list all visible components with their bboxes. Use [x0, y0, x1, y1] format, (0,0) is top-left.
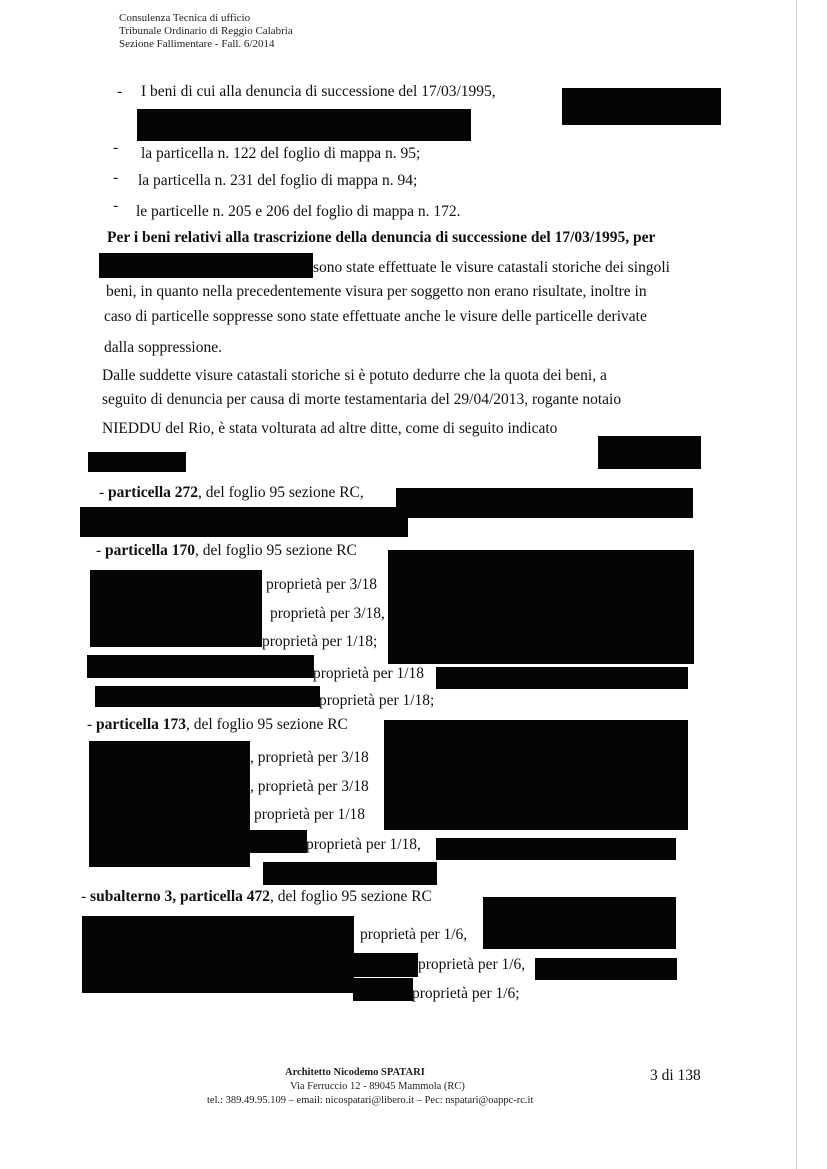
paragraph-1-line-4: caso di particelle soppresse sono state effettuate anche le visure delle particelle derivate [104, 308, 647, 325]
list-item-particelle-205-206: le particelle n. 205 e 206 del foglio di mappa n. 172. [136, 203, 461, 220]
redaction-block [436, 667, 688, 689]
particella-173-owner-2: , proprietà per 3/18 [250, 778, 369, 795]
redaction-block [82, 916, 354, 993]
subalterno-3-owner-1: proprietà per 1/6, [360, 926, 468, 943]
particella-173-owner-4: proprietà per 1/18, [306, 836, 421, 853]
redaction-block [535, 958, 677, 980]
paragraph-1-line-2: sono state effettuate le visure catastali storiche dei singoli [313, 259, 670, 276]
redaction-block [598, 436, 701, 469]
particella-170-heading: - particella 170, del foglio 95 sezione RC [96, 542, 357, 559]
redaction-block [562, 88, 721, 125]
redaction-block [99, 253, 313, 278]
subalterno-3-heading: - subalterno 3, particella 472, del foglio 95 sezione RC [81, 888, 432, 905]
redaction-block [250, 830, 307, 853]
redaction-block [87, 655, 314, 678]
list-dash: - [113, 139, 119, 156]
header-line-1: Consulenza Tecnica di ufficio [119, 12, 251, 24]
list-item-particella-231: la particella n. 231 del foglio di mappa n. 94; [138, 172, 418, 189]
particella-170-owner-3: proprietà per 1/18; [262, 633, 378, 650]
redaction-block [88, 452, 186, 472]
paragraph-2-line-2: seguito di denuncia per causa di morte testamentaria del 29/04/2013, rogante notaio [102, 391, 622, 408]
paragraph-2-line-3: NIEDDU del Rio, è stata volturata ad altre ditte, come di seguito indicato [102, 420, 558, 437]
redaction-block [353, 978, 413, 1001]
subalterno-3-owner-2: proprietà per 1/6, [418, 956, 526, 973]
redaction-block [384, 720, 688, 830]
footer-contacts: tel.: 389.49.95.109 – email: nicospatari@libero.it – Pec: nspatari@oappc-rc.it [207, 1095, 534, 1106]
list-item-particella-122: la particella n. 122 del foglio di mappa n. 95; [141, 145, 421, 162]
particella-170-owner-1: proprietà per 3/18 [266, 576, 378, 593]
header-line-3: Sezione Fallimentare - Fall. 6/2014 [119, 38, 275, 50]
redaction-block [352, 953, 418, 977]
redaction-block [263, 862, 437, 885]
redaction-block [90, 570, 262, 647]
paragraph-1-line-3: beni, in quanto nella precedentemente visura per soggetto non erano risultate, inoltre in [106, 283, 647, 300]
redaction-block [89, 741, 250, 867]
list-item-successione: I beni di cui alla denuncia di successione del 17/03/1995, [141, 83, 496, 100]
list-dash: - [113, 169, 119, 186]
redaction-block [396, 488, 693, 518]
redaction-block [80, 507, 408, 537]
particella-170-owner-2: proprietà per 3/18, [270, 605, 385, 622]
particella-173-owner-1: , proprietà per 3/18 [250, 749, 369, 766]
scan-edge-line [796, 0, 797, 1169]
footer-address: Via Ferruccio 12 - 89045 Mammola (RC) [290, 1081, 465, 1092]
particella-272-heading: - particella 272, del foglio 95 sezione RC, [99, 484, 364, 501]
page-number: 3 di 138 [650, 1067, 701, 1084]
particella-170-owner-4: proprietà per 1/18 [313, 665, 425, 682]
paragraph-2-line-1: Dalle suddette visure catastali storiche si è potuto dedurre che la quota dei beni, a [102, 367, 607, 384]
subalterno-3-owner-3: proprietà per 1/6; [412, 985, 520, 1002]
list-dash: - [117, 83, 123, 100]
list-dash: - [113, 197, 119, 214]
particella-173-heading: - particella 173, del foglio 95 sezione RC [87, 716, 348, 733]
header-line-2: Tribunale Ordinario di Reggio Calabria [119, 25, 293, 37]
paragraph-1-line-5: dalla soppressione. [104, 339, 222, 356]
redaction-block [436, 838, 676, 860]
particella-170-owner-5: proprietà per 1/18; [319, 692, 435, 709]
particella-173-owner-3: proprietà per 1/18 [254, 806, 366, 823]
redaction-block [95, 686, 320, 707]
redaction-block [388, 550, 694, 664]
redaction-block [137, 109, 471, 141]
paragraph-1-line-1: Per i beni relativi alla trascrizione della denuncia di successione del 17/03/1995, per [107, 229, 656, 246]
redaction-block [483, 897, 676, 949]
footer-author-name: Architetto Nicodemo SPATARI [285, 1067, 425, 1078]
